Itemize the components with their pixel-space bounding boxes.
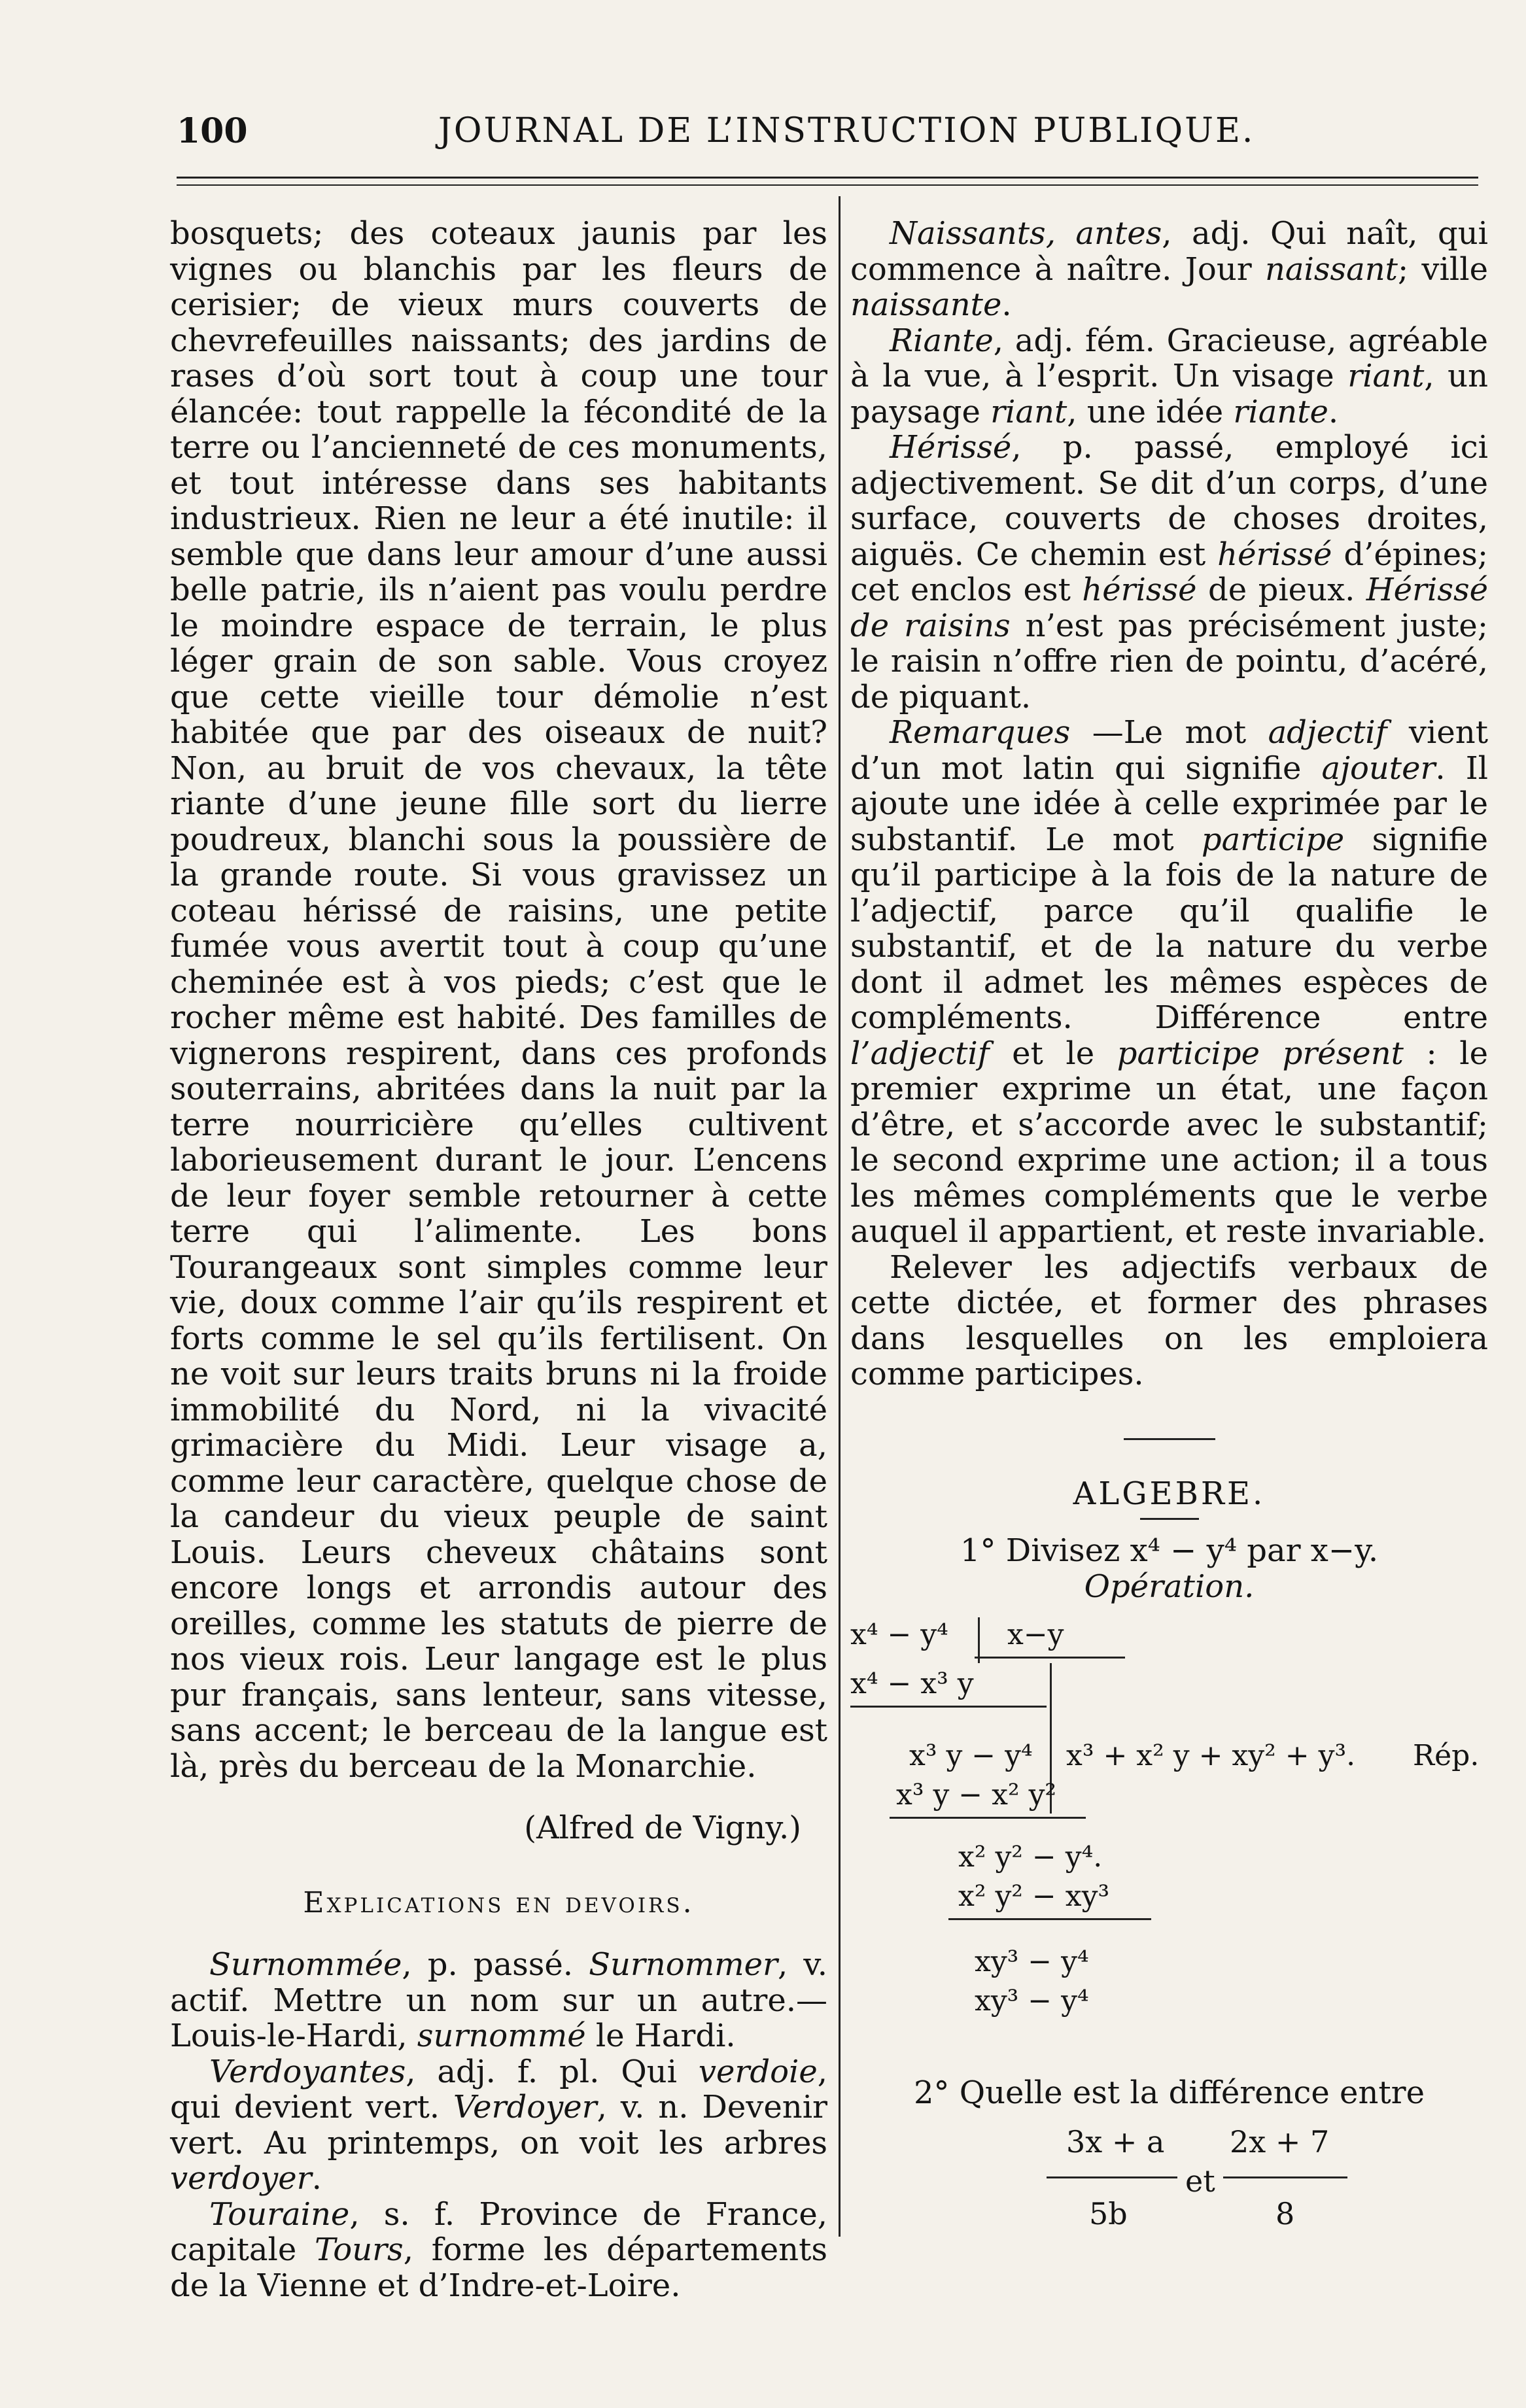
- fraction-connector: et: [1185, 2163, 1215, 2199]
- section-separator: [1124, 1438, 1215, 1440]
- question-1: 1° Divisez x⁴ − y⁴ par x−y.: [960, 1532, 1379, 1569]
- entry-naissants: Naissants, antes, adj. Qui naît, qui commence à naître. Jour naissant; ville naissante.: [850, 215, 1489, 323]
- remainder-1: x³ y − y⁴: [909, 1739, 1033, 1772]
- fraction-2-denominator: 8: [1275, 2195, 1295, 2231]
- entry-herisse: Hérissé, p. passé, employé ici adjectivement. Se dit d’un corps, d’une surface, couverts de choses droites, aiguës. Ce chemin est hérissé d’épines; cet enclos est hérissé de pieux. Hérissé de raisins n’est pas précisément juste; le raisin n’offre rien de pointu, d’acéré, de piquant.: [850, 429, 1489, 715]
- exercise-instruction: Relever les adjectifs verbaux de cette dictée, et former des phrases dans lesquelles on les emploiera comme participes.: [850, 1248, 1488, 1392]
- long-division: [850, 1604, 1488, 2075]
- divisor: x−y: [1007, 1618, 1064, 1651]
- divisor-rule: [975, 1657, 1125, 1659]
- question-2: 2° Quelle est la différence entre: [913, 2074, 1425, 2111]
- running-title: JOURNAL DE L’INSTRUCTION PUBLIQUE.: [438, 111, 1255, 150]
- dividend: x⁴ − y⁴: [850, 1618, 948, 1651]
- header-rule: [177, 177, 1478, 179]
- entry-riante: Riante, adj. fém. Gracieuse, agréable à la vue, à l’esprit. Un visage riant, un paysage riant, une idée riante.: [850, 322, 1489, 430]
- partial-product-3: x² y² − xy³: [958, 1880, 1110, 1913]
- vigny-excerpt: bosquets; des coteaux jaunis par les vignes ou blanchis par les fleurs de cerisier; de vieux murs couverts de chevrefeuilles naissants; des jardins de rases d’où sort tout à coup une tour élancée: tout rappelle la fécondité de la terre ou l’ancienneté de ces monuments, et tout intéresse dans ses habitants industrieux. Rien ne leur a été inutile: il semble que dans leur amour d’une aussi belle patrie, ils n’aient pas voulu perdre le moindre espace de terrain, le plus léger grain de son sable. Vous croyez que cette vieille tour démolie n’est habitée que par des oiseaux de nuit? Non, au bruit de vos chevaux, la tête riante d’une jeune fille sort du lierre poudreux, blanchi sous la poussière de la grande route. Si vous gravissez un coteau hérissé de raisins, une petite fumée vous avertit tout à coup qu’une cheminée est à vos pieds; c’est que le rocher même est habité. Des familles de vignerons respirent, dans ces profonds souterrains, abritées dans la nuit par la terre nourricière qu’elles cultivent laborieusement durant le jour. L’encens de leur foyer semble retourner à cette terre qui l’alimente. Les bons Tourangeaux sont simples comme leur vie, doux comme l’air qu’ils respirent et forts comme le sel qu’ils fertilisent. On ne voit sur leurs traits bruns ni la froide immobilité du Nord, ni la vivacité grimacière du Midi. Leur visage a, comme leur caractère, quelque chose de la candeur du vieux peuple de saint Louis. Leurs cheveux châtains sont encore longs et arrondis autour des oreilles, comme les statuts de pierre de nos vieux rois. Leur langage est le plus pur français, sans lenteur, sans vitesse, sans accent; le berceau de la langue est là, près du berceau de la Monarchie.: [170, 215, 827, 1785]
- page-number: 100: [177, 111, 248, 151]
- page-header: [177, 105, 1478, 170]
- column-divider: [839, 196, 841, 2237]
- partial-product-2: x³ y − x² y²: [896, 1778, 1057, 1812]
- fraction-1-denominator: 5b: [1089, 2195, 1128, 2231]
- fraction-2-bar: [1223, 2176, 1347, 2178]
- fractions: [850, 2111, 1488, 2275]
- left-column: [170, 216, 827, 2303]
- header-rule-secondary: [177, 184, 1478, 186]
- subtraction-rule-1: [850, 1706, 1047, 1708]
- fraction-2-numerator: 2x + 7: [1230, 2124, 1330, 2159]
- author-signature: (Alfred de Vigny.): [524, 1810, 801, 1846]
- algebra-title: ALGEBRE.: [1073, 1475, 1266, 1512]
- entry-verdoyantes: Verdoyantes, adj. f. pl. Qui verdoie, qui devient vert. Verdoyer, v. n. Devenir vert. Au printemps, on voit les arbres verdoyer.: [170, 2053, 827, 2197]
- section-heading: Explications en devoirs.: [303, 1885, 695, 1919]
- remarques-paragraph: Remarques —Le mot adjectif vient d’un mot latin qui signifie ajouter. Il ajoute une idée à celle exprimée par le substantif. Le mot participe signifie qu’il participe à la fois de la nature de l’adjectif, parce qu’il qualifie le substantif, et de la nature du verbe dont il admet les mêmes espèces de compléments. Différence entre l’adjectif et le participe présent : le premier exprime un état, une façon d’être, et s’accorde avec le substantif; le second exprime une action; il a tous les mêmes compléments que le verbe auquel il appartient, et reste invariable.: [850, 714, 1489, 1250]
- divisor-bar: [978, 1617, 980, 1663]
- remainder-3: xy³ − y⁴: [975, 1945, 1089, 1978]
- remainder-2: x² y² − y⁴.: [958, 1840, 1103, 1874]
- partial-product-1: x⁴ − x³ y: [850, 1667, 974, 1700]
- fraction-1-numerator: 3x + a: [1066, 2124, 1165, 2159]
- quotient: x³ + x² y + xy² + y³.: [1066, 1739, 1356, 1772]
- fraction-1-bar: [1047, 2176, 1177, 2178]
- right-column: [850, 216, 1488, 2275]
- answer-label: Rép.: [1413, 1739, 1480, 1772]
- entry-surnommee: Surnommée, p. passé. Surnommer, v. actif. Mettre un nom sur un autre.— Louis-le-Hardi, surnommé le Hardi.: [170, 1946, 827, 2054]
- algebra-title-rule: [1140, 1518, 1199, 1520]
- partial-product-4: xy³ − y⁴: [975, 1984, 1089, 2018]
- subtraction-rule-3: [948, 1918, 1151, 1920]
- entry-touraine: Touraine, s. f. Province de France, capitale Tours, forme les départements de la Vienne et d’Indre-et-Loire.: [170, 2195, 828, 2304]
- operation-label: Opération.: [1084, 1568, 1255, 1605]
- subtraction-rule-2: [890, 1817, 1086, 1819]
